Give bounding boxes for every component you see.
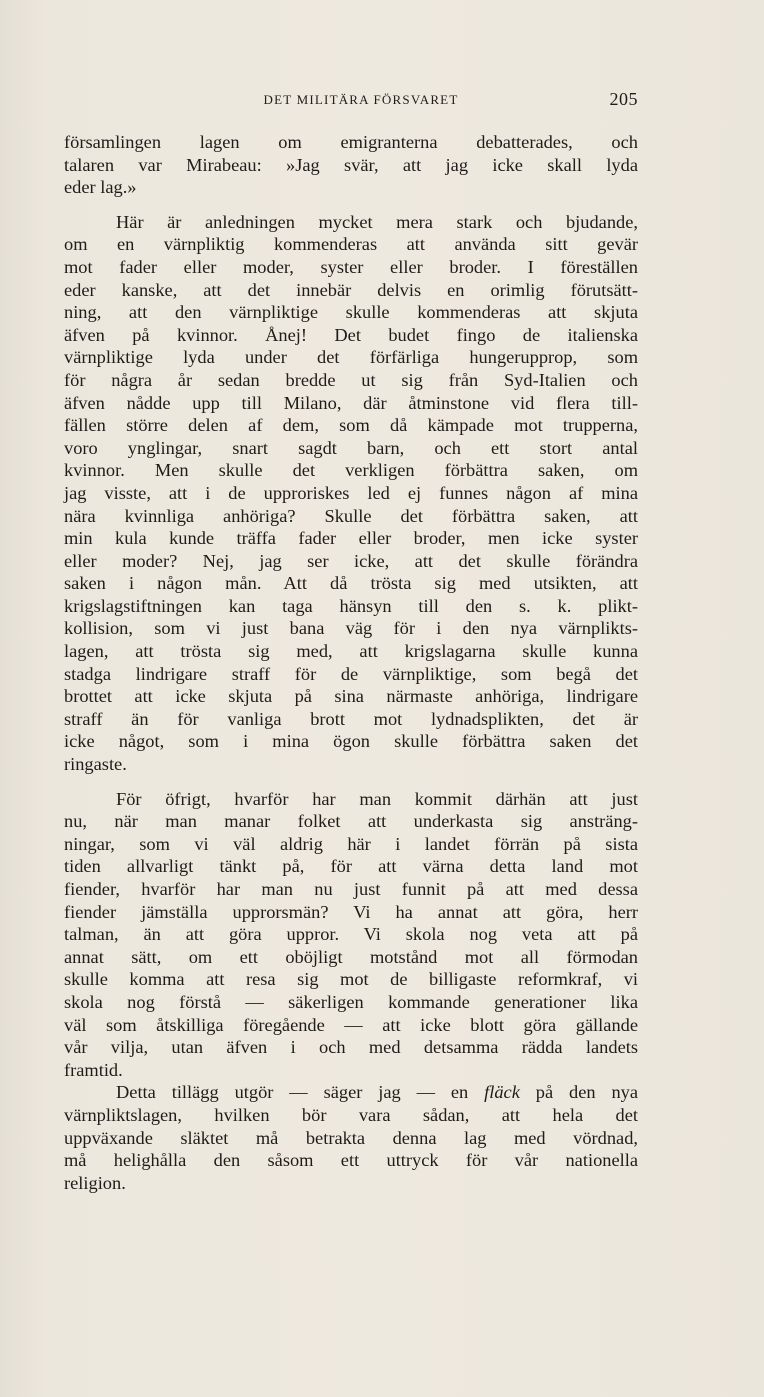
text-line: äfven på kvinnor. Ånej! Det budet fingo de italienska <box>64 324 638 345</box>
text-line: äfven nådde upp till Milano, där åtminstone vid flera till- <box>64 392 638 413</box>
text-line: saken i någon mån. Att då trösta sig med utsikten, att <box>64 573 638 594</box>
text-line: Här är anledningen mycket mera stark och bjudande, <box>116 211 638 232</box>
text-line: ringaste. <box>64 754 127 775</box>
text-line: må helighålla den såsom ett uttryck för vår nationella <box>64 1150 638 1171</box>
body-text <box>64 131 638 1194</box>
text-line: talaren var Mirabeau: »Jag svär, att jag icke skall lyda <box>64 154 638 175</box>
text-line: skulle komma att resa sig mot de billigaste reformkraf, vi <box>64 969 638 990</box>
text-line: fiender jämställa upprorsmän? Vi ha annat att göra, herr <box>64 901 638 922</box>
text-line: eder lag.» <box>64 177 137 198</box>
text-line: nära kvinnliga anhöriga? Skulle det förbättra saken, att <box>64 505 638 526</box>
text-line: ning, att den värnpliktige skulle kommenderas att skjuta <box>64 302 638 323</box>
text-line: talman, än att göra uppror. Vi skola nog veta att på <box>64 924 638 945</box>
text-line: icke något, som i mina ögon skulle förbättra saken det <box>64 731 638 752</box>
text-line <box>64 1081 638 1104</box>
text-line: För öfrigt, hvarför har man kommit därhän att just <box>116 788 638 809</box>
paragraph-2 <box>64 211 638 776</box>
text-line: voro ynglingar, snart sagdt barn, och ett stort antal <box>64 437 638 458</box>
text-line: straff än för vanliga brott mot lydnadsplikten, det är <box>64 708 638 729</box>
text-line: stadga lindrigare straff för de värnpliktige, som begå det <box>64 663 638 684</box>
text-line: vår vilja, utan äfven i och med detsamma rädda landets <box>64 1037 638 1058</box>
text-segment: på den nya <box>519 1082 638 1103</box>
text-line: religion. <box>64 1172 126 1193</box>
text-line: väl som åtskilliga föregående — att icke blott göra gällande <box>64 1014 638 1035</box>
text-line: krigslagstiftningen kan taga hänsyn till den s. k. plikt- <box>64 595 638 616</box>
text-line: om en värnpliktig kommenderas att använda sitt gevär <box>64 234 638 255</box>
text-line: uppväxande släktet må betrakta denna lag med vördnad, <box>64 1127 638 1148</box>
text-segment: Detta tillägg utgör — säger jag — en <box>116 1082 485 1103</box>
text-line: eller moder? Nej, jag ser icke, att det skulle förändra <box>64 550 638 571</box>
text-line: min kula kunde träffa fader eller broder, men icke syster <box>64 528 638 549</box>
emphasis-word: fläck <box>484 1082 520 1103</box>
text-line: nu, när man manar folket att underkasta sig ansträng- <box>64 811 638 832</box>
text-line: lagen, att trösta sig med, att krigslagarna skulle kunna <box>64 641 638 662</box>
text-line: församlingen lagen om emigranterna debatterades, och <box>64 132 638 152</box>
text-line: för några år sedan bredde ut sig från Syd-Italien och <box>64 369 638 390</box>
text-line: värnpliktslagen, hvilken bör vara sådan, att hela det <box>64 1104 638 1125</box>
text-line: fiender, hvarför har man nu just funnit på att med dessa <box>64 879 638 899</box>
page-number: 205 <box>609 89 638 109</box>
text-line: brottet att icke skjuta på sina närmaste anhöriga, lindrigare <box>64 686 638 707</box>
text-line: mot fader eller moder, syster eller broder. I föreställen <box>64 256 638 277</box>
running-head <box>64 89 638 112</box>
text-line: fällen större delen af dem, som då kämpade mot trupperna, <box>64 415 638 436</box>
text-line: eder kanske, att det innebär delvis en orimlig förutsätt- <box>64 279 638 300</box>
text-line: annat sätt, om ett oböjligt motstånd mot all förmodan <box>64 946 638 967</box>
running-title: DET MILITÄRA FÖRSVARET <box>263 92 459 107</box>
text-line: framtid. <box>64 1059 123 1080</box>
text-line: kvinnor. Men skulle det verkligen förbättra saken, om <box>64 460 638 481</box>
text-line: jag visste, att i de upproriskes led ej funnes någon af mina <box>64 482 638 503</box>
paragraph-3 <box>64 788 638 1082</box>
text-line: värnpliktige lyda under det förfärliga hungerupprор, som <box>64 347 638 368</box>
text-line: skola nog förstå — säkerligen kommande generationer lika <box>64 991 638 1012</box>
paragraph-1 <box>64 131 638 199</box>
text-line: tiden allvarligt tänkt på, för att värna detta land mot <box>64 856 638 877</box>
text-line: kollision, som vi just bana väg för i den nya värnplikts- <box>64 618 638 639</box>
text-line: ningar, som vi väl aldrig här i landet förrän på sista <box>64 833 638 854</box>
paragraph-4 <box>64 1081 638 1194</box>
